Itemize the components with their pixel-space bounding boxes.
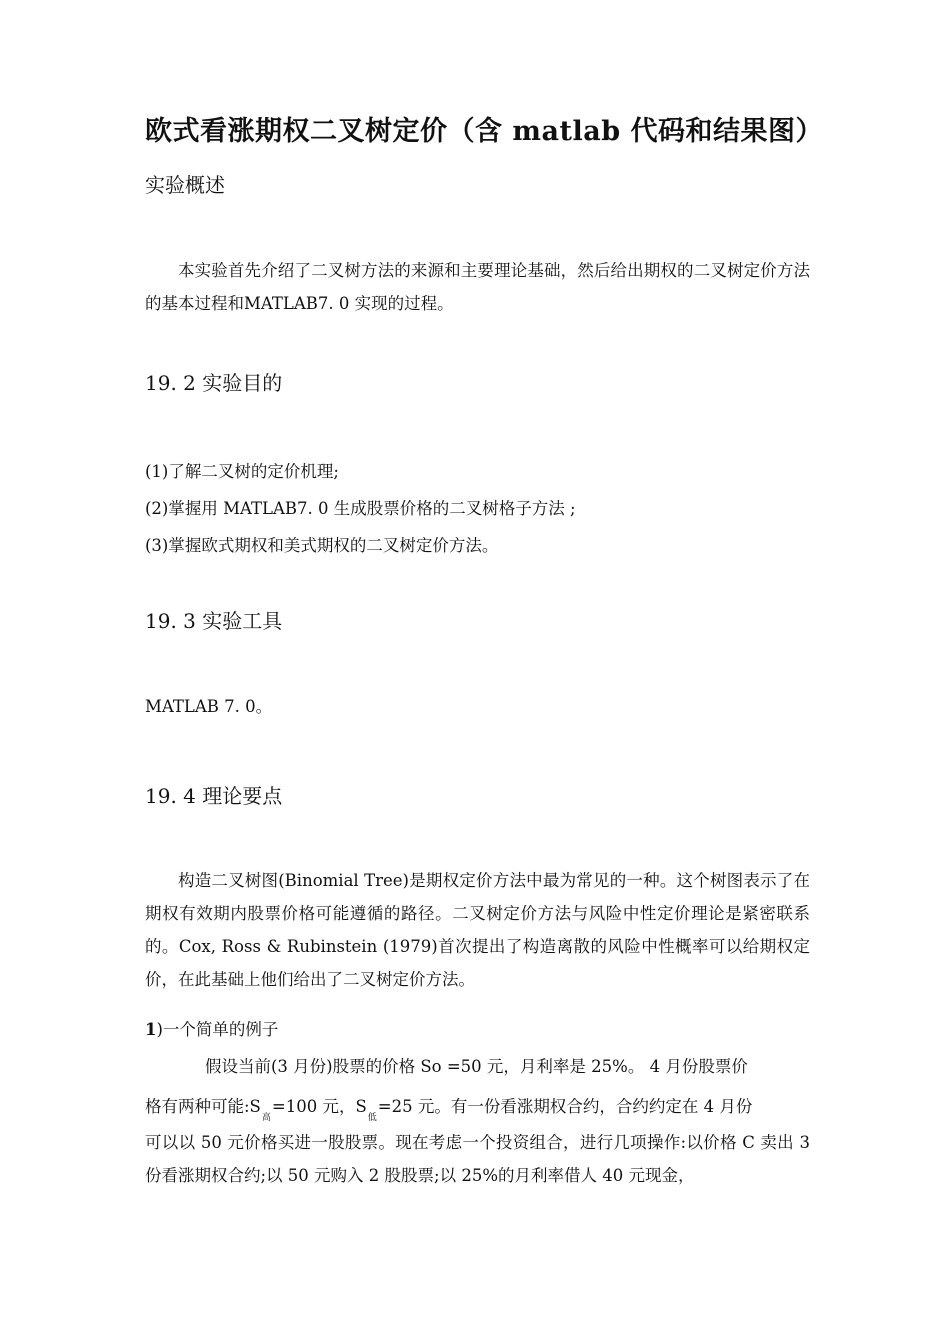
example-line-2 (145, 1090, 810, 1127)
tools-text: MATLAB 7. 0。 (145, 697, 273, 716)
title-text-part2: 代码和结果图） (620, 116, 823, 147)
example-line-2-part-a: 格有两种可能:S (145, 1097, 261, 1116)
example-line-2-part-c: =25 元。有一份看涨期权合约，合约约定在 4 月份 (377, 1097, 753, 1116)
section-heading-theory: 19. 4 理论要点 (145, 784, 283, 808)
subscript-high: 高 (261, 1113, 271, 1123)
example-line-1: 假设当前(3 月份)股票的价格 So =50 元，月利率是 25%。 4 月份股票价 (205, 1057, 748, 1076)
example-line-2-part-b: =100 元，S (271, 1097, 367, 1116)
example-paragraph-rest: 可以以 50 元价格买进一股股票。现在考虑一个投资组合，进行几项操作:以价格 C 卖出 3 份看涨期权合约;以 50 元购入 2 股股票;以 25%的月利率借人 40 元现金， (145, 1133, 810, 1185)
objective-item-2: (2)掌握用 MATLAB7. 0 生成股票价格的二叉树格子方法 ; (145, 499, 576, 518)
example-heading (145, 1013, 810, 1046)
theory-paragraph: 构造二叉树图(Binomial Tree)是期权定价方法中最为常见的一种。这个树图表示了在期权有效期内股票价格可能遵循的路径。二叉树定价方法与风险中性定价理论是紧密联系的。Cox, Ross & Rubinstein (1979)首次提出了构造离散的风险中性概率可以给期权定价，在此基础上他们给出了二叉树定价方法。 (145, 871, 810, 989)
objective-item-1: (1)了解二叉树的定价机理; (145, 462, 339, 481)
document-title (145, 112, 823, 152)
section-heading-objectives: 19. 2 实验目的 (145, 371, 283, 395)
example-number: 1 (145, 1020, 157, 1039)
example-title: )一个简单的例子 (156, 1020, 279, 1039)
objective-item-3: (3)掌握欧式期权和美式期权的二叉树定价方法。 (145, 536, 499, 555)
title-text-bold: matlab (512, 116, 621, 147)
section-heading-tools: 19. 3 实验工具 (145, 609, 283, 633)
overview-heading: 实验概述 (145, 173, 225, 197)
overview-paragraph: 本实验首先介绍了二叉树方法的来源和主要理论基础，然后给出期权的二叉树定价方法的基本过程和MATLAB7. 0 实现的过程。 (145, 261, 810, 313)
title-text-part1: 欧式看涨期权二叉树定价（含 (145, 116, 513, 147)
subscript-low: 低 (367, 1113, 377, 1123)
